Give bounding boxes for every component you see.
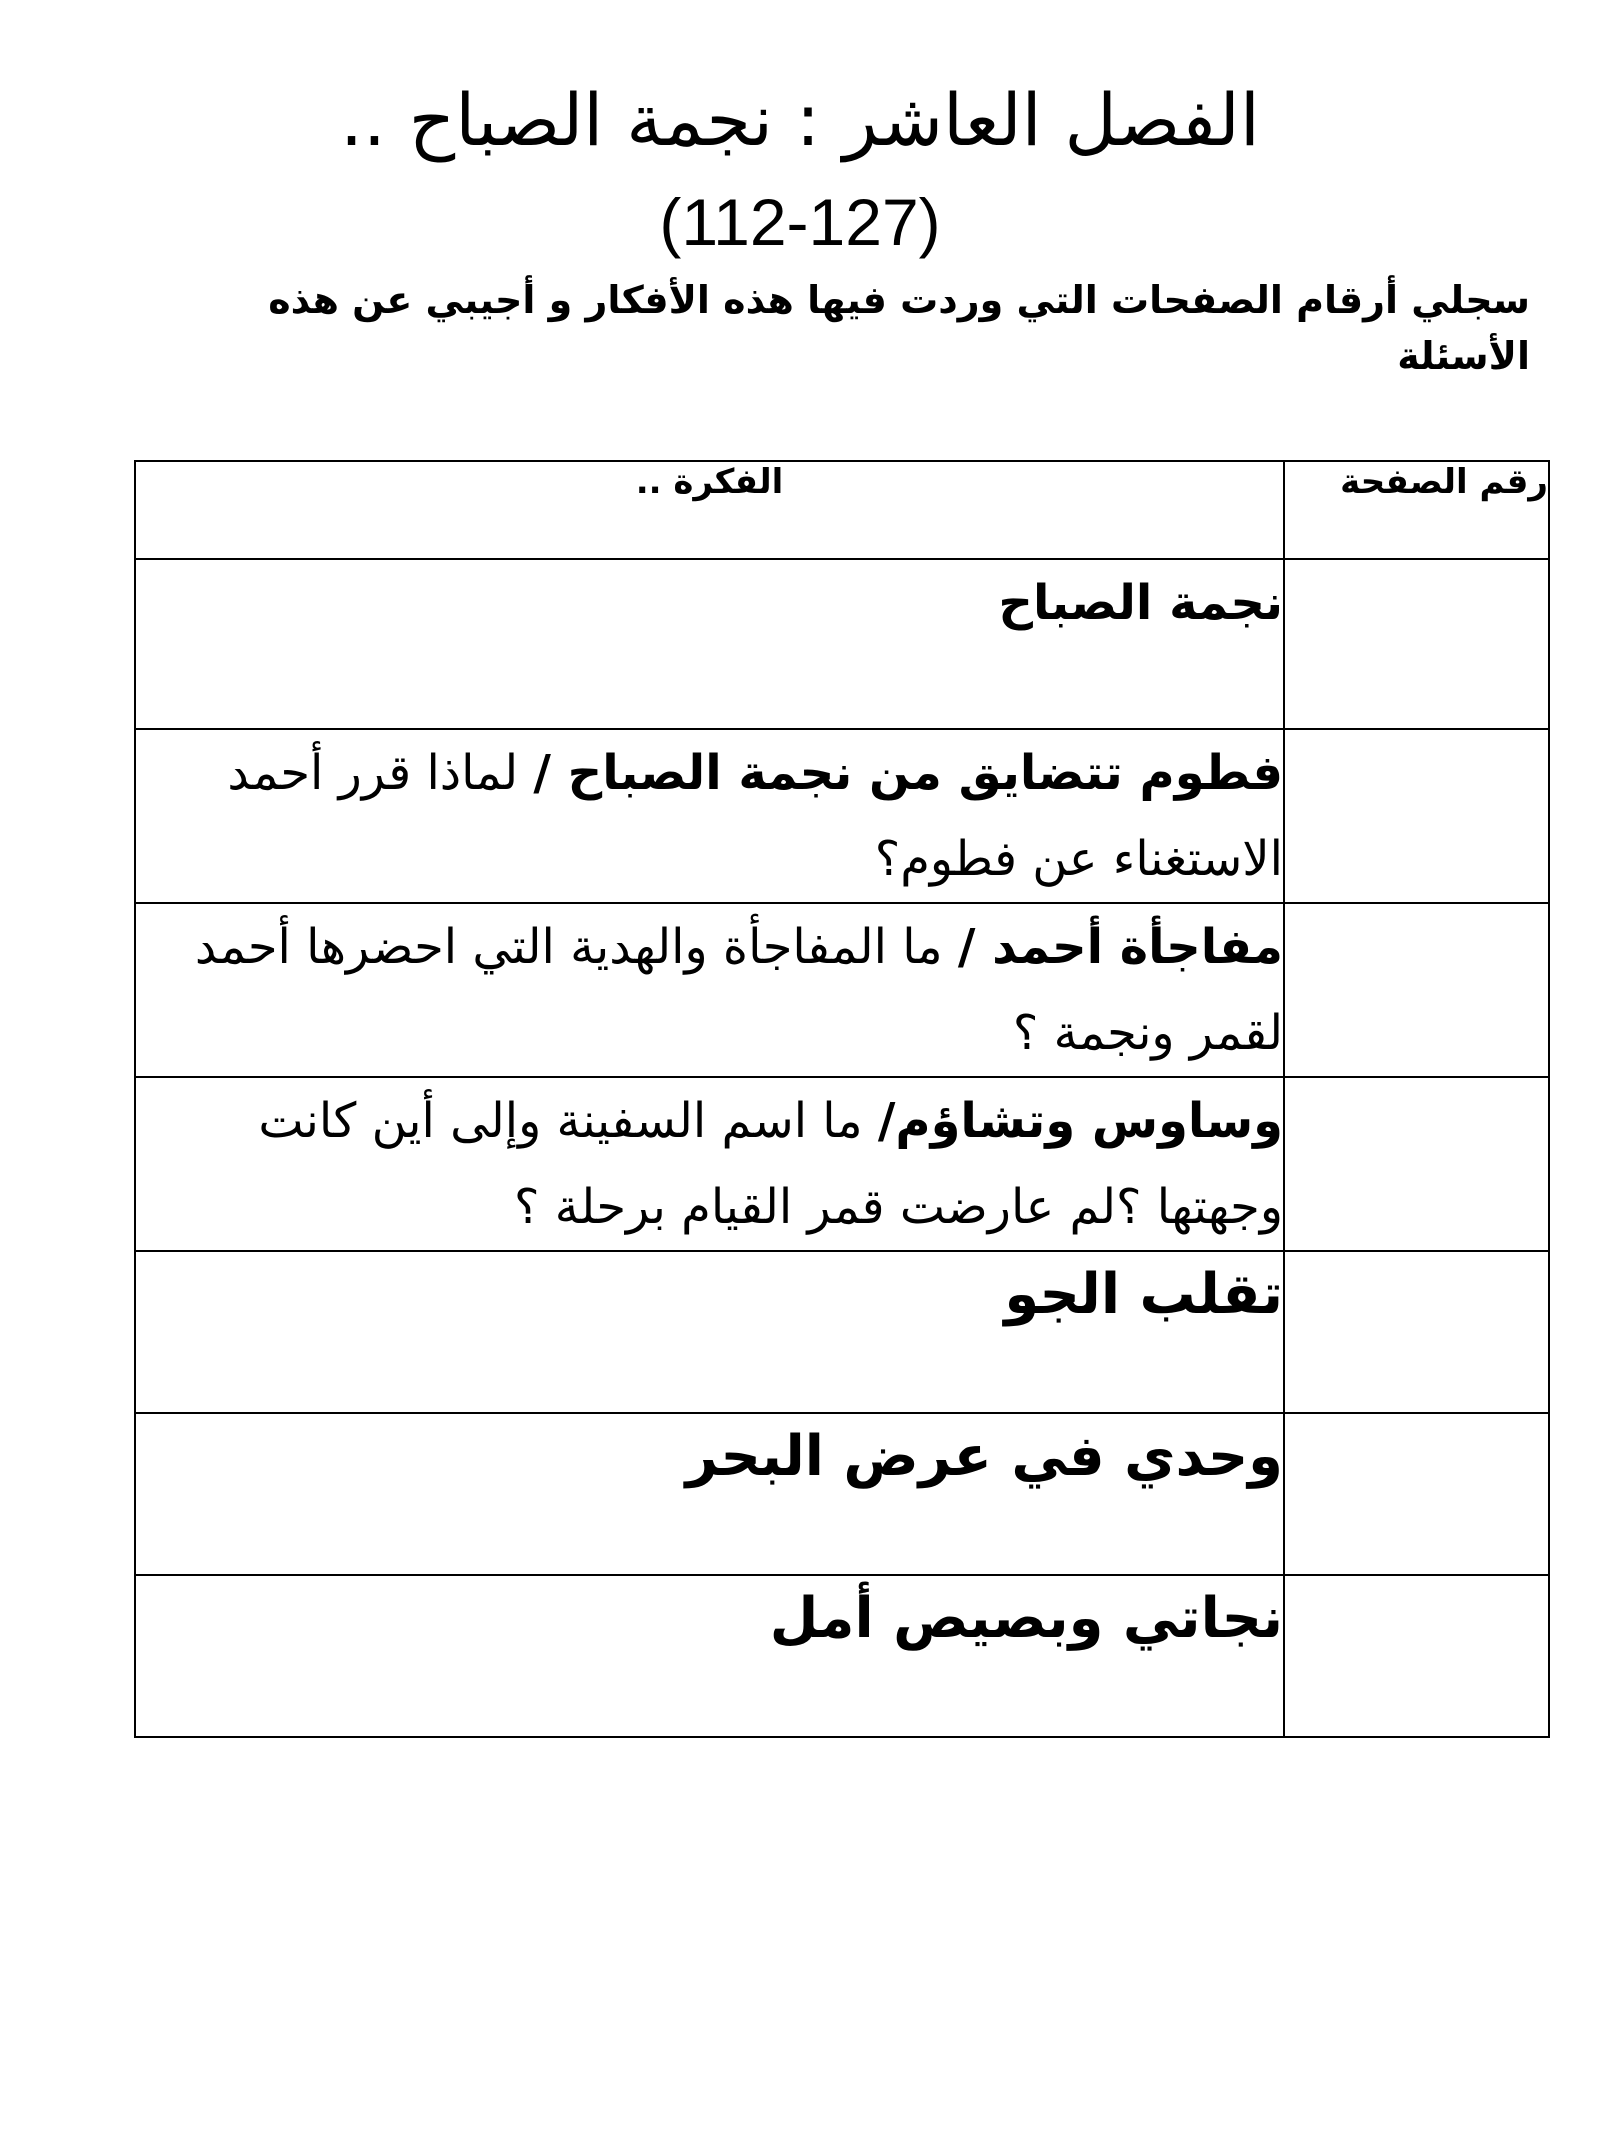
instructions-text: سجلي أرقام الصفحات التي وردت فيها هذه الأفكار و أجيبي عن هذه الأسئلة [268,278,1530,378]
page-number-cell[interactable] [1284,1251,1549,1413]
idea-cell [135,559,1284,729]
table-row [135,559,1549,729]
idea-cell [135,1575,1284,1737]
idea-cell [135,903,1284,1077]
idea-question: لماذا قرر أحمد الاستغناء عن فطوم؟ [227,745,1283,887]
table-header-row [135,461,1549,559]
page-number-cell[interactable] [1284,903,1549,1077]
idea-cell [135,1413,1284,1575]
idea-cell [135,1251,1284,1413]
idea-question: ما اسم السفينة وإلى أين كانت وجهتها ؟لم عارضت قمر القيام برحلة ؟ [258,1093,1283,1235]
table-row [135,1251,1549,1413]
idea-cell [135,1077,1284,1251]
ideas-table [134,460,1550,1738]
idea-title: وساوس وتشاؤم/ [877,1093,1283,1149]
table-row [135,1575,1549,1737]
table-row [135,1077,1549,1251]
table-row [135,1413,1549,1575]
page-title: الفصل العاشر : نجمة الصباح .. [340,78,1260,162]
table-row [135,729,1549,903]
header-idea: الفكرة .. [135,461,1284,559]
idea-title: فطوم تتضايق من نجمة الصباح / [533,745,1283,801]
page-number-cell[interactable] [1284,1575,1549,1737]
page-number-cell[interactable] [1284,1413,1549,1575]
table-row [135,903,1549,1077]
page-number-cell[interactable] [1284,1077,1549,1251]
header-page-number: رقم الصفحة [1284,461,1549,559]
page-number-cell[interactable] [1284,559,1549,729]
page-range: (112-127) [659,185,941,259]
page-number-cell[interactable] [1284,729,1549,903]
idea-title: تقلب الجو [1004,1262,1283,1327]
idea-title: نجمة الصباح [998,575,1283,631]
idea-cell [135,729,1284,903]
idea-title: نجاتي وبصيص أمل [769,1586,1283,1651]
idea-question: ما المفاجأة والهدية التي احضرها أحمد لقمر ونجمة ؟ [194,919,1283,1061]
idea-title: وحدي في عرض البحر [685,1424,1283,1489]
idea-title: مفاجأة أحمد / [957,919,1283,975]
